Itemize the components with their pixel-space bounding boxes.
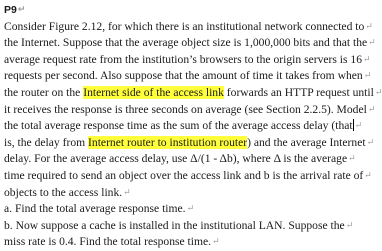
paragraph-mark-icon: ↵ xyxy=(17,4,26,14)
highlighted-text[interactable]: Internet router to institution router xyxy=(88,135,248,149)
text-line: it receives the response is three seconds on average (see Section 2.2.5). Model↵ xyxy=(4,102,376,116)
paragraph-mark-icon: ↵ xyxy=(367,103,376,114)
paragraph-mark-icon: ↵ xyxy=(186,203,195,214)
question-item-b-cont: miss rate is 0.4. Find the total response time.↵ xyxy=(4,235,220,249)
text-line: time required to send an object over the access link and b is the arrival rate of↵ xyxy=(4,169,372,182)
paragraph-mark-icon: ↵ xyxy=(374,87,382,97)
text-line: requests per second. Also suppose that the amount of time it takes from when↵ xyxy=(4,69,372,83)
question-item-b: b. Now suppose a cache is installed in the institutional LAN. Suppose the↵ xyxy=(4,218,354,232)
paragraph-mark-icon: ↵ xyxy=(212,236,220,247)
text-line: the total average response time as the sum of the average access delay (that ↵ xyxy=(4,119,363,133)
text-line: is, the delay from Internet router to institution router) and the average Internet↵ xyxy=(4,135,375,149)
paragraph-mark-icon: ↵ xyxy=(354,120,363,131)
question-item-a: a. Find the total average response time.↵ xyxy=(4,202,195,216)
paragraph-mark-icon: ↵ xyxy=(368,37,376,48)
paragraph-mark-icon: ↵ xyxy=(364,170,372,180)
paragraph-mark-icon: ↵ xyxy=(363,53,371,64)
paragraph-mark-icon: ↵ xyxy=(348,153,356,164)
text-line: objects to the access link.↵ xyxy=(4,185,131,199)
paragraph-mark-icon: ↵ xyxy=(123,186,131,197)
text-line: Consider Figure 2.12, for which there is an institutional network connected to↵ xyxy=(4,19,373,33)
text-line: delay. For the average access delay, use Δ/(1 - Δb), where Δ is the average↵ xyxy=(4,152,356,166)
paragraph-mark-icon: ↵ xyxy=(345,219,354,230)
paragraph-mark-icon: ↵ xyxy=(365,20,373,31)
text-line: the Internet. Suppose that the average object size is 1,000,000 bits and that the↵ xyxy=(4,36,376,50)
paragraph-mark-icon: ↵ xyxy=(366,136,375,147)
text-cursor xyxy=(353,119,354,131)
text-line: the router on the Internet side of the access link forwards an HTTP request until↵ xyxy=(4,86,382,99)
paragraph-mark-icon: ↵ xyxy=(363,70,372,81)
problem-title: P9↵ xyxy=(4,4,26,16)
highlighted-text[interactable]: Internet side of the access link xyxy=(83,86,224,99)
text-line: average request rate from the institution’s browsers to the origin servers is 16↵ xyxy=(4,52,371,66)
